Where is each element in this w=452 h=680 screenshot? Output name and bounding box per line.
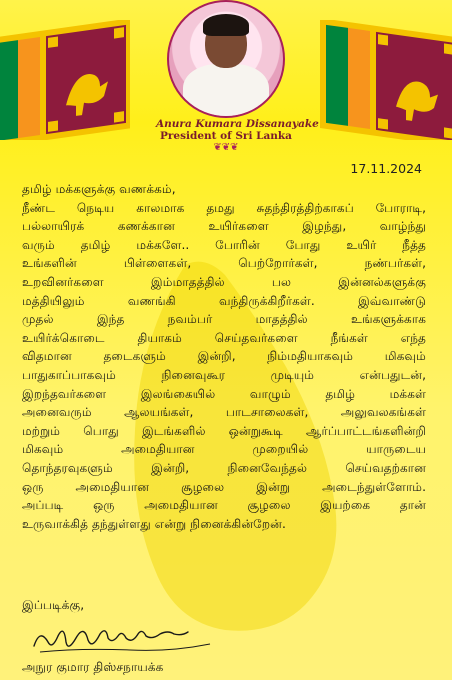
sri-lanka-flag-left bbox=[0, 20, 130, 140]
president-name: Anura Kumara Dissanayake bbox=[156, 118, 319, 130]
letter-line: உருவாக்கித் தந்துள்ளது என்று நினைக்கின்றேன். bbox=[22, 516, 286, 531]
letter-greeting: தமிழ் மக்களுக்கு வணக்கம், bbox=[22, 182, 176, 196]
signer-name: அநுர குமார திஸ்சநாயக்க bbox=[22, 660, 164, 674]
letter-line: ஒரு அமைதியான சூழலை இன்று அடைந்துள்ளோம். bbox=[22, 479, 426, 494]
letter-line: உயிர்க்கொடை தியாகம் செய்தவர்களை நீங்கள் எந்த bbox=[22, 330, 426, 345]
president-portrait bbox=[167, 0, 285, 118]
letter-line: அப்படி ஒரு அமைதியான சூழலை இயற்கை தான் bbox=[22, 498, 426, 513]
letter-line: மத்தியிலும் வணங்கி வந்திருக்கிறீர்கள். இவ்வாண்டு bbox=[22, 293, 426, 308]
president-title: President of Sri Lanka bbox=[159, 130, 292, 142]
letter-line: விதமான தடைகளும் இன்றி, நிம்மதியாகவும் மிகவும் bbox=[22, 349, 426, 364]
ornament-icon: ❦❦❦ bbox=[213, 142, 239, 153]
letter-closing: இப்படிக்கு, bbox=[22, 598, 85, 612]
letter-line: பல்லாயிரக் கணக்கான உயிர்களை இழந்து, வாழ்ந்து bbox=[22, 219, 426, 234]
letter-line: தொந்தரவுகளும் இன்றி, நினைவேந்தல் செய்வதற்கான bbox=[22, 460, 426, 475]
handwritten-signature bbox=[30, 620, 220, 660]
letter-line: அனைவரும் ஆலயங்கள், பாடசாலைகள், அலுவலகங்கள் bbox=[22, 405, 426, 420]
letter-line: மிகவும் அமைதியான முறையில் யாருடைய bbox=[22, 442, 426, 457]
letter-line: பாதுகாப்பாகவும் நினைவுகூர முடியும் என்பதுடன், bbox=[22, 367, 426, 382]
letter-line: உறவினர்களை இம்மாதத்தில் பல இன்னல்களுக்கு bbox=[22, 274, 426, 289]
letter-date: 17.11.2024 bbox=[350, 161, 422, 176]
sri-lanka-flag-right bbox=[320, 20, 452, 140]
letter-line: முதல் இந்த நவம்பர் மாதத்தில் உங்களுக்காக bbox=[22, 312, 426, 327]
header bbox=[156, 0, 319, 154]
letter-line: நீண்ட நெடிய காலமாக தமது சுதந்திரத்திற்காகப் போராடி, bbox=[22, 200, 426, 215]
letter-line: மற்றும் பொது இடங்களில் ஒன்றுகூடி ஆர்ப்பாட்டங்களின்றி bbox=[22, 423, 426, 438]
letter-line: இறந்தவர்களை இலங்கையில் வாழும் தமிழ் மக்கள் bbox=[22, 386, 426, 401]
letter-line: வரும் தமிழ் மக்களே.. போரின் போது உயிர் நீத்த bbox=[22, 237, 426, 252]
letter-line: உங்களின் பிள்ளைகள், பெற்றோர்கள், நண்பர்கள், bbox=[22, 256, 426, 271]
letter-body bbox=[22, 180, 426, 533]
